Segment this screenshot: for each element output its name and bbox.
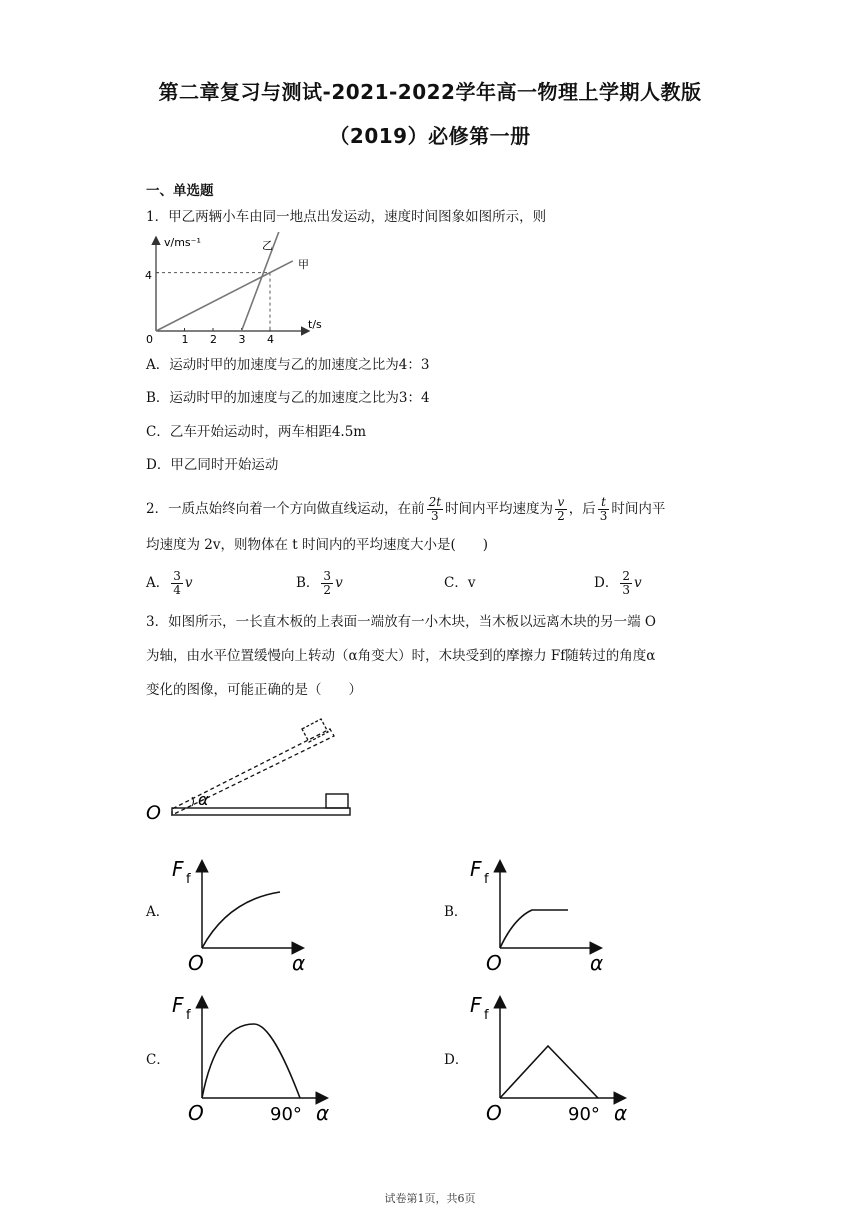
q2-opt-a-frac: [171, 570, 183, 597]
curve-b: [500, 910, 568, 948]
q1-option-c: C．乙车开始运动时，两车相距4.5m: [146, 424, 367, 440]
page-title-line1: 第二章复习与测试-2021-2022学年高一物理上学期人教版: [158, 80, 702, 104]
q3-block-dashed: [302, 719, 328, 742]
axis-label-F: F: [172, 857, 184, 881]
q1-x-tick-label: 2: [210, 333, 217, 346]
q1-x-tick-label: 1: [181, 333, 189, 346]
q3-option-c-label: C．: [146, 1052, 170, 1068]
axis-origin-O: O: [486, 951, 502, 975]
q2-line1: [146, 494, 665, 524]
q2-text-2: 时间内平均速度为: [445, 501, 554, 517]
q1-xlabel: t/s: [308, 318, 322, 331]
q3-graph-c: [168, 986, 338, 1126]
axis-label-f-sub: f: [186, 872, 191, 887]
q2-text-3: ，后: [568, 501, 596, 517]
q1-origin: 0: [146, 333, 153, 346]
q1-option-a: A．运动时甲的加速度与乙的加速度之比为4：3: [146, 357, 430, 373]
q3-option-d-label: D．: [444, 1052, 469, 1068]
axis-label-f-sub: f: [484, 1008, 489, 1023]
q3-graph-a: [168, 848, 318, 978]
q2-option-c: C．v: [444, 575, 476, 591]
q2-frac-v2: [555, 496, 567, 523]
q2-option-a: [146, 568, 193, 598]
q3-option-a-label: A．: [146, 904, 170, 920]
axis-label-F: F: [470, 993, 482, 1017]
q2-frac1-num: 2t: [428, 495, 442, 509]
q1-label-jia: 甲: [298, 258, 309, 271]
q2-text-4: 时间内平: [611, 501, 666, 517]
axis-origin-O: O: [188, 1101, 204, 1125]
q3-fig-alpha: α: [198, 790, 209, 809]
curve-c: [202, 1024, 300, 1098]
q2-opt-d-v: v: [633, 575, 642, 591]
q2-opt-b-frac: [321, 570, 333, 597]
q3-block: [326, 794, 348, 808]
q1-stem: 1．甲乙两辆小车由同一地点出发运动，速度时间图象如图所示，则: [146, 209, 547, 225]
q2-opt-d-label: D．: [594, 575, 619, 591]
q3-line3: 变化的图像，可能正确的是（ ）: [146, 682, 362, 698]
page-title-line2: （2019）必修第一册: [329, 124, 531, 148]
q3-line2: 为轴，由水平位置缓慢向上转动（α角变大）时，木块受到的摩擦力 Ff随转过的角度α: [146, 648, 656, 664]
curve-d: [500, 1046, 598, 1098]
q2-line2: 均速度为 2v，则物体在 t 时间内的平均速度大小是( ): [146, 537, 489, 553]
axis-label-alpha: α: [316, 1101, 330, 1125]
q2-frac-2t3: [427, 496, 443, 523]
axis-origin-O: O: [486, 1101, 502, 1125]
axis-label-alpha: α: [590, 951, 604, 975]
q2-option-d: [594, 568, 642, 598]
axis-label-F: F: [470, 857, 482, 881]
q2-opt-a-v: v: [184, 575, 193, 591]
q2-frac-t3: [598, 496, 610, 523]
q2-opt-b-v: v: [335, 575, 343, 591]
q2-opt-b-num: 3: [323, 569, 332, 583]
axis-label-alpha: α: [292, 951, 306, 975]
q1-option-b: B．运动时甲的加速度与乙的加速度之比为3：4: [146, 390, 430, 406]
axis-label-F: F: [172, 993, 184, 1017]
q1-x-tick-label: 3: [238, 333, 246, 346]
q2-frac3-den: 3: [599, 509, 608, 523]
q2-opt-d-num: 2: [622, 569, 630, 583]
q1-label-yi: 乙: [262, 239, 273, 252]
q2-frac3-num: t: [598, 496, 610, 510]
q2-opt-a-label: A．: [146, 575, 170, 591]
q3-board-horizontal: [172, 808, 350, 815]
q2-opt-b-label: B．: [296, 575, 320, 591]
section-heading: 一、单选题: [146, 183, 214, 199]
q3-graph-b: [466, 848, 616, 978]
q3-board-figure: [140, 708, 370, 824]
q1-option-d: D．甲乙同时开始运动: [146, 457, 279, 473]
q3-option-b-label: B．: [444, 904, 468, 920]
curve-a: [202, 892, 280, 948]
page-footer: 试卷第1页，共6页: [384, 1192, 476, 1205]
q2-opt-b-den: 2: [323, 583, 332, 597]
q1-line-jia: [156, 261, 293, 331]
axis-label-f-sub: f: [484, 872, 489, 887]
q2-opt-a-num: 3: [173, 569, 181, 583]
q1-x-tick-label: 4: [267, 333, 274, 346]
axis-label-90: 90°: [270, 1104, 302, 1125]
axis-label-f-sub: f: [186, 1008, 191, 1023]
q2-text-1: 2．一质点始终向着一个方向做直线运动，在前: [146, 501, 425, 517]
axis-origin-O: O: [188, 951, 204, 975]
q2-opt-a-den: 4: [173, 583, 181, 597]
q2-frac2-num: v: [555, 496, 567, 510]
axis-label-90: 90°: [568, 1104, 600, 1125]
q1-ylabel: v/ms⁻¹: [164, 236, 201, 249]
q1-vt-graph: [140, 232, 340, 348]
q2-option-b: [296, 568, 343, 598]
q3-fig-O: O: [146, 802, 161, 824]
axis-label-alpha: α: [614, 1101, 628, 1125]
q2-frac1-den: 3: [431, 509, 439, 523]
q1-y-tick-4: 4: [145, 269, 152, 282]
q3-line1: 3．如图所示，一长直木板的上表面一端放有一小木块，当木板以远离木块的另一端 O: [146, 614, 656, 630]
q2-opt-d-frac: [620, 570, 632, 597]
q2-frac2-den: 2: [557, 509, 565, 523]
q2-opt-d-den: 3: [622, 583, 630, 597]
q3-graph-d: [466, 986, 636, 1126]
